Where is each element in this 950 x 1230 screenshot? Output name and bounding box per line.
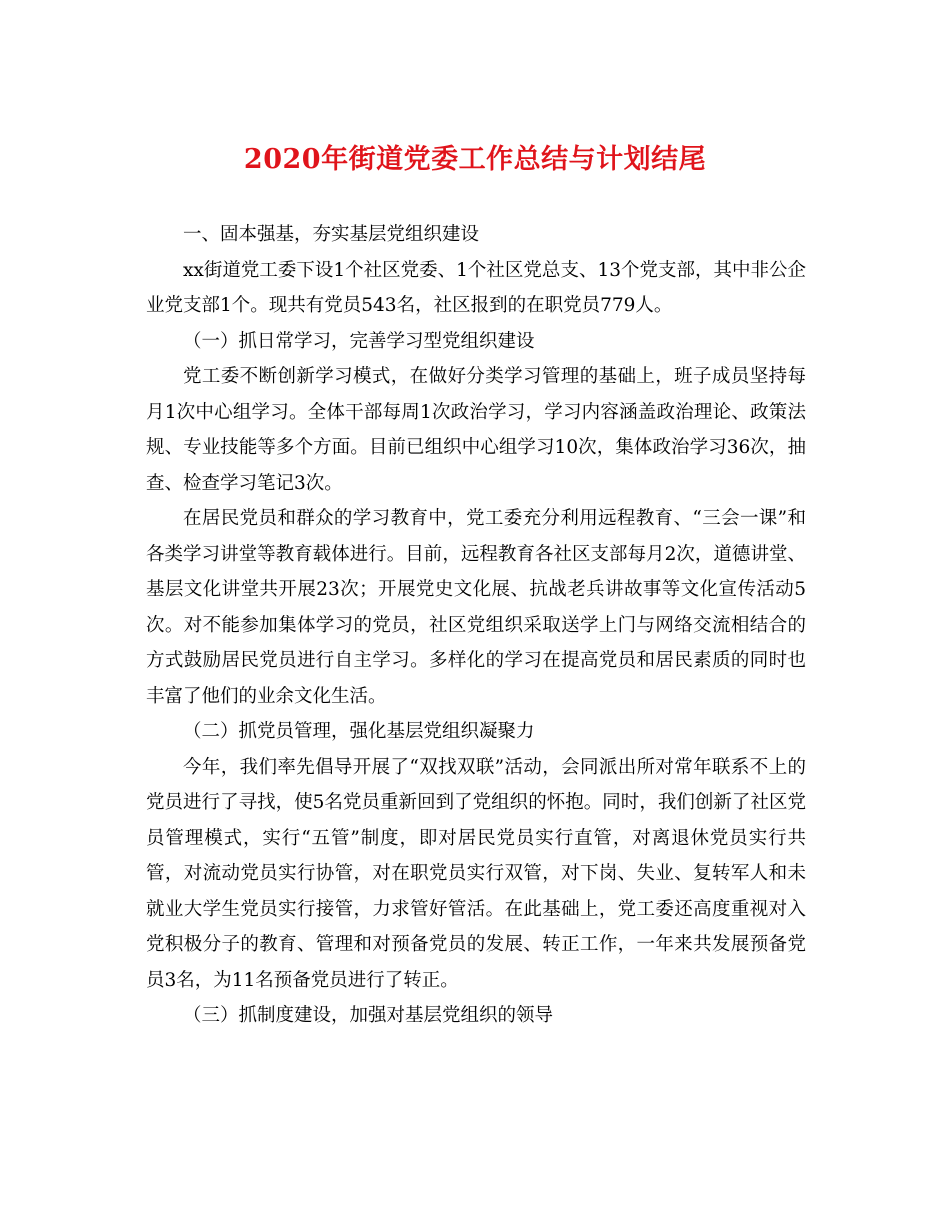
paragraph-cadre-study: 党工委不断创新学习模式，在做好分类学习管理的基础上，班子成员坚持每月1次中心组学习。全体干部每周1次政治学习，学习内容涵盖政治理论、政策法规、专业技能等多个方面。目前已组织中心组学习10次，集体政治学习36次，抽查、检查学习笔记3次。	[146, 366, 806, 494]
paragraph-overview: xx街道党工委下设1个社区党委、1个社区党总支、13个党支部，其中非公企业党支部1个。现共有党员543名，社区报到的在职党员779人。	[146, 259, 806, 316]
section-heading-1: 一、固本强基，夯实基层党组织建设	[183, 224, 480, 245]
subsection-heading-2: （二）抓党员管理，强化基层党组织凝聚力	[183, 721, 535, 742]
subsection-heading-1: （一）抓日常学习，完善学习型党组织建设	[183, 330, 535, 352]
paragraph-member-management: 今年，我们率先倡导开展了“双找双联”活动，会同派出所对常年联系不上的党员进行了寻找，使5名党员重新回到了党组织的怀抱。同时，我们创新了社区党员管理模式，实行“五管”制度，即对居民党员实行直管，对离退休党员实行共管，对流动党员实行协管，对在职党员实行双管，对下岗、失业、复转军人和未就业大学生党员实行接管，力求管好管活。在此基础上，党工委还高度重视对入党积极分子的教育、管理和对预备党员的发展、转正工作，一年来共发展预备党员3名，为11名预备党员进行了转正。	[146, 756, 806, 991]
subsection-heading-3: （三）抓制度建设，加强对基层党组织的领导	[183, 1005, 554, 1026]
document-body	[146, 217, 806, 1034]
paragraph-resident-study: 在居民党员和群众的学习教育中，党工委充分利用远程教育、“三会一课”和各类学习讲堂等教育载体进行。目前，远程教育各社区支部每月2次，道德讲堂、基层文化讲堂共开展23次；开展党史文化展、抗战老兵讲故事等文化宣传活动5次。对不能参加集体学习的党员，社区党组织采取送学上门与网络交流相结合的方式鼓励居民党员进行自主学习。多样化的学习在提高党员和居民素质的同时也丰富了他们的业余文化生活。	[146, 508, 806, 707]
document-title: 2020年街道党委工作总结与计划结尾	[243, 144, 707, 175]
